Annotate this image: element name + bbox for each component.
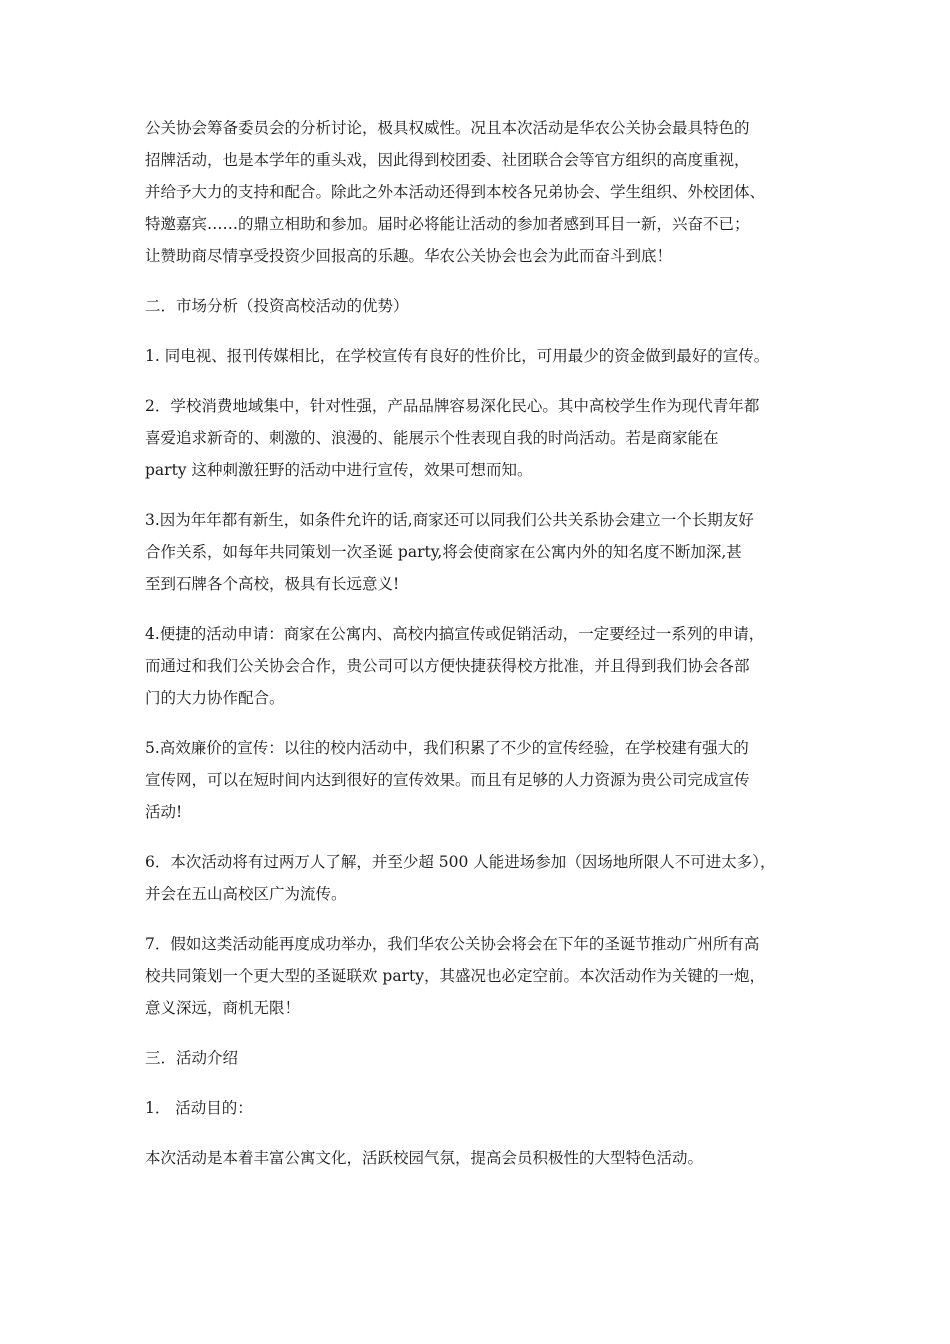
text-line: 而通过和我们公关协会合作，贵公司可以方便快捷获得校方批准，并且得到我们协会各部 [145,657,750,675]
text-line: party 这种刺激狂野的活动中进行宣传，效果可想而知。 [145,461,533,479]
text-line: 1. 同电视、报刊传媒相比，在学校宣传有良好的性价比，可用最少的资金做到最好的宣传。 [145,347,770,365]
text-line: 3.因为年年都有新生，如条件允许的话,商家还可以同我们公共关系协会建立一个长期友好 [145,511,754,529]
document-body [145,112,825,1192]
list-item-4 [145,618,825,714]
list-item-5 [145,732,825,828]
text-line: 公关协会筹备委员会的分析讨论，极具权威性。况且本次活动是华农公关协会最具特色的 [145,119,750,137]
list-item-2 [145,390,825,486]
heading-text: 1． 活动目的： [145,1099,253,1117]
text-line: 并给予大力的支持和配合。除此之外本活动还得到本校各兄弟协会、学生组织、外校团体、 [145,183,766,201]
text-line: 并会在五山高校区广为流传。 [145,885,347,903]
text-line: 活动! [145,803,183,821]
text-line: 4.便捷的活动申请：商家在公寓内、高校内搞宣传或促销活动，一定要经过一系列的申请， [145,625,765,643]
heading-text: 二．市场分析（投资高校活动的优势） [145,297,409,315]
text-line: 7．假如这类活动能再度成功举办，我们华农公关协会将会在下年的圣诞节推动广州所有高 [145,935,760,953]
text-line: 喜爱追求新奇的、刺激的、浪漫的、能展示个性表现自我的时尚活动。若是商家能在 [145,429,719,447]
subheading-activity-purpose [145,1092,825,1124]
text-line: 特邀嘉宾……的鼎立相助和参加。届时必将能让活动的参加者感到耳目一新，兴奋不已； [145,215,750,233]
list-item-3 [145,504,825,600]
text-line: 本次活动是本着丰富公寓文化，活跃校园气氛，提高会员积极性的大型特色活动。 [145,1149,704,1167]
text-line: 至到石牌各个高校，极具有长远意义! [145,575,400,593]
text-line: 意义深远，商机无限！ [145,999,301,1017]
list-item-6 [145,846,825,910]
text-line: 2．学校消费地域集中，针对性强，产品品牌容易深化民心。其中高校学生作为现代青年都 [145,397,760,415]
text-line: 让赞助商尽情享受投资少回报高的乐趣。华农公关协会也会为此而奋斗到底！ [145,247,673,265]
text-line: 门的大力协作配合。 [145,689,285,707]
text-line: 合作关系，如每年共同策划一次圣诞 party,将会使商家在公寓内外的知名度不断加深,甚 [145,543,742,561]
text-line: 招牌活动，也是本学年的重头戏，因此得到校团委、社团联合会等官方组织的高度重视， [145,151,750,169]
list-item-7 [145,928,825,1024]
text-line: 5.高效廉价的宣传：以往的校内活动中，我们积累了不少的宣传经验，在学校建有强大的 [145,739,749,757]
text-line: 校共同策划一个更大型的圣诞联欢 party，其盛况也必定空前。本次活动作为关键的一炮， [145,967,765,985]
paragraph-intro [145,112,825,272]
section-heading-market-analysis [145,290,825,322]
text-line: 6．本次活动将有过两万人了解，并至少超 500 人能进场参加（因场地所限人不可进太多）， [145,853,776,871]
paragraph-activity-purpose [145,1142,825,1174]
heading-text: 三．活动介绍 [145,1049,239,1067]
section-heading-activity-intro [145,1042,825,1074]
text-line: 宣传网，可以在短时间内达到很好的宣传效果。而且有足够的人力资源为贵公司完成宣传 [145,771,750,789]
list-item-1 [145,340,825,372]
